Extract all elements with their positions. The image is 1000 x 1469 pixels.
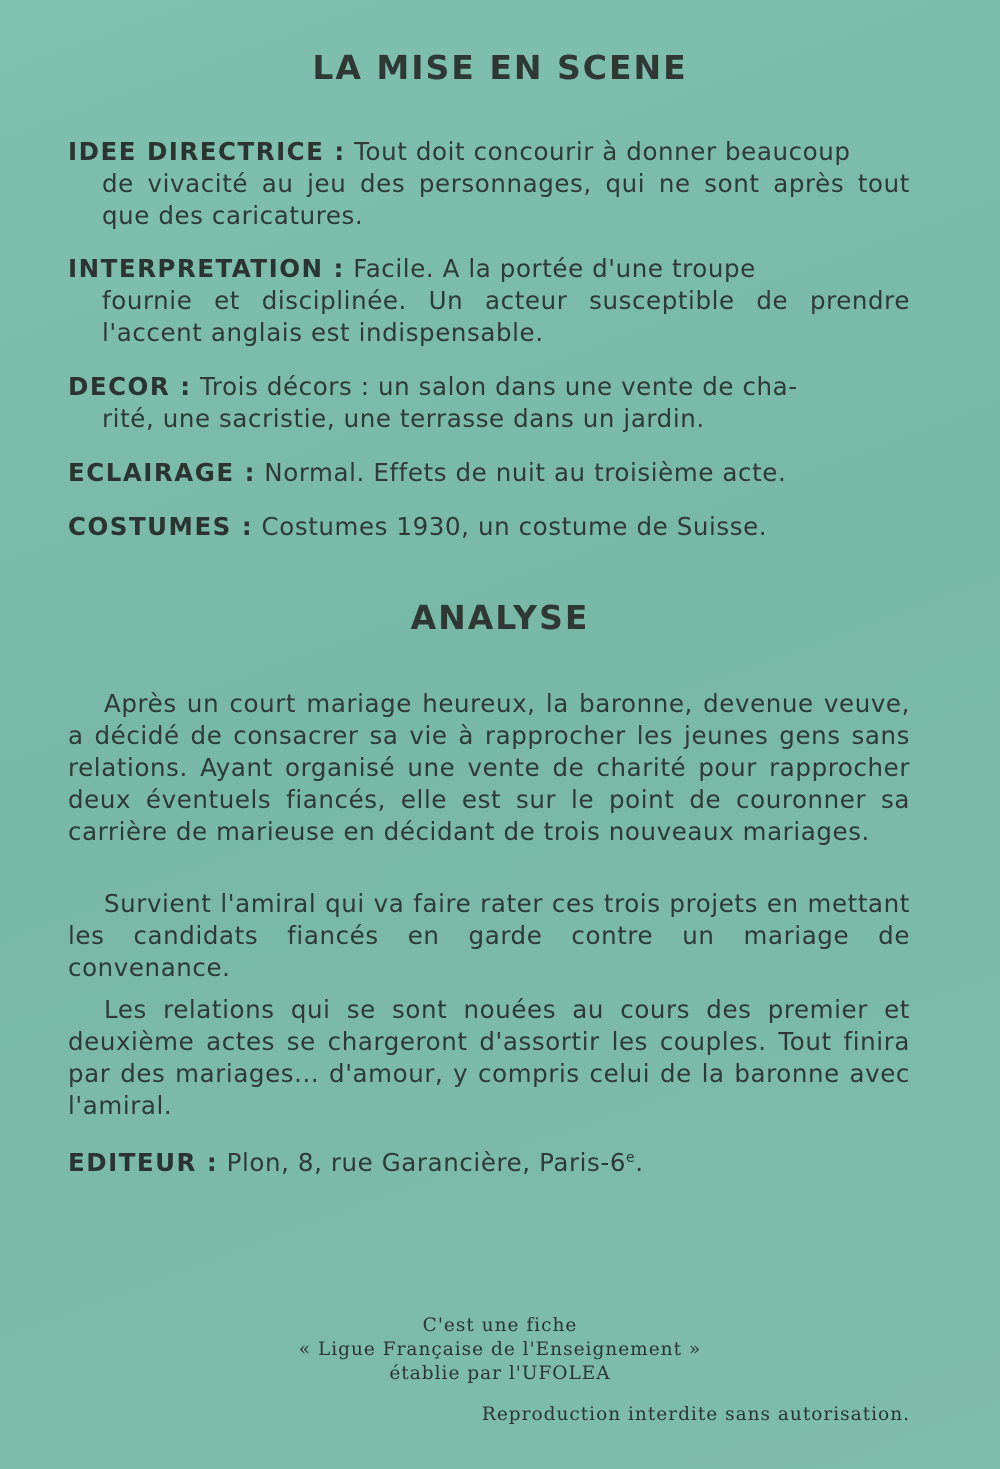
editeur-text: Plon, 8, rue Garancière, Paris-6: [226, 1148, 627, 1178]
entry-editeur: [68, 1142, 910, 1179]
analyse-title: ANALYSE: [410, 598, 590, 637]
entry-text-continued: rité, une sacristie, une terrasse dans un jardin.: [102, 404, 705, 433]
editeur-end: .: [635, 1148, 644, 1178]
entry-interpretation: [68, 253, 910, 349]
entry-text: Trois décors : un salon dans une vente de cha-: [199, 372, 798, 401]
entry-costumes: [68, 511, 910, 543]
entry-label: IDEE DIRECTRICE :: [68, 137, 346, 166]
reproduction-notice: Reproduction interdite sans autorisation.: [481, 1404, 910, 1425]
entry-label: COSTUMES :: [68, 512, 254, 541]
entry-idee-directrice: [68, 136, 910, 232]
footer-line-2: « Ligue Française de l'Enseignement »: [298, 1339, 702, 1360]
mise-en-scene-title: LA MISE EN SCENE: [312, 48, 688, 87]
entry-text-continued: fournie et disciplinée. Un acteur susceptible de prendre l'accent anglais est indispensable.: [102, 286, 910, 347]
footer-line-1: C'est une fiche: [422, 1315, 578, 1336]
entry-eclairage: [68, 457, 910, 489]
entry-text-continued: de vivacité au jeu des personnages, qui ne sont après tout que des caricatures.: [102, 169, 910, 230]
editeur-sup: e: [626, 1150, 636, 1166]
entry-text: Normal. Effets de nuit au troisième acte.: [264, 458, 787, 487]
analyse-paragraph-1: Après un court mariage heureux, la baronne, devenue veuve, a décidé de consacrer sa vie à rapprocher les jeunes gens sans relations. Ayant organisé une vente de charité pour rapprocher deux éventuels fiancés, elle est sur le point de couronner sa carrière de marieuse en décidant de trois nouveaux mariages.: [68, 689, 910, 846]
footer-line-3: établie par l'UFOLEA: [389, 1363, 611, 1384]
entry-label: ECLAIRAGE :: [68, 458, 256, 487]
entry-label: DECOR :: [68, 372, 192, 401]
entry-decor: [68, 371, 910, 435]
entry-text: Costumes 1930, un costume de Suisse.: [261, 512, 768, 541]
analyse-paragraph-2: Survient l'amiral qui va faire rater ces trois projets en mettant les candidats fiancés en garde contre un mariage de convenance.: [68, 889, 910, 982]
entry-text: Facile. A la portée d'une troupe: [353, 254, 756, 283]
entry-text: Tout doit concourir à donner beaucoup: [354, 137, 851, 166]
entry-label: INTERPRETATION :: [68, 254, 345, 283]
editeur-label: EDITEUR :: [68, 1148, 219, 1178]
analyse-paragraph-3: Les relations qui se sont nouées au cours des premier et deuxième actes se chargeront d'assortir les couples. Tout finira par des mariages... d'amour, y compris celui de la baronne avec l'amiral.: [68, 995, 910, 1120]
